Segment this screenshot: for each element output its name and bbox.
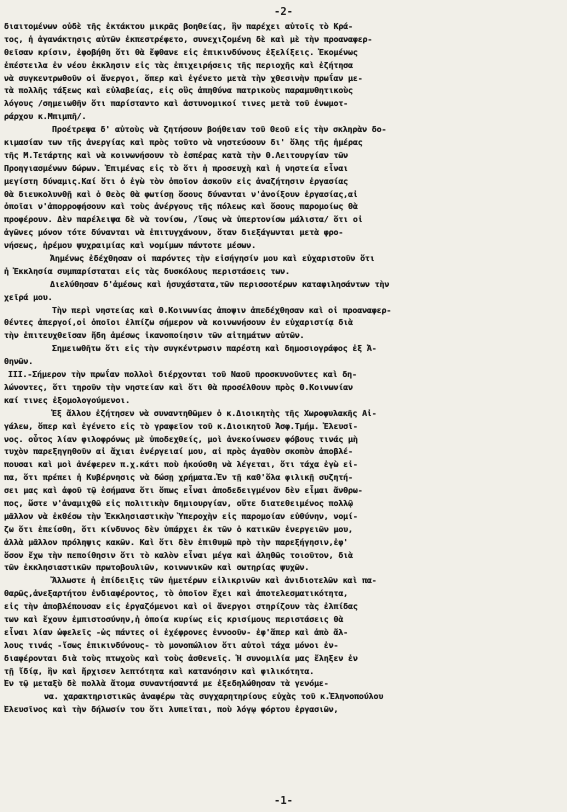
text-line: πουσαι καὶ μοὶ ἀνέφερεν π.χ.κάτι ποὺ ἠκούσθη νὰ λέγεται, ὅτι τάχα ἐγὼ εἰ- bbox=[4, 459, 358, 470]
text-line: τὴν ἐπιτευχθεῖσαν ἤδη ἀμέσως ἱκανοποίησιν τῶν αἰτημάτων αὐτῶν. bbox=[4, 330, 305, 341]
text-line: θὰ διευκολυνθῇ καὶ ὁ Θεὸς θὰ φωτίσῃ ὅσους δύνανται ν'ἀνοίξουν ἐργασίας,αἱ bbox=[4, 188, 358, 199]
text-line: νὰ συγκεντρωθοῦν οἱ ἄνεργοι, ὅπερ καὶ ἐγένετο μετὰ τὴν χθεσινὴν πρωΐαν με- bbox=[4, 72, 363, 83]
text-line: τος, ἡ ἀγανάκτησις αὐτῶν ἐκπεστρέφετο, συνεχιζομένη δὲ καὶ μὲ τὴν προαναφερ- bbox=[4, 33, 373, 44]
text-line: ὅσον ἔχω τὴν πεποίθησιν ὅτι τὸ καλὸν εἶναι μέγα καὶ ἀληθῶς τοιοῦτον, διὰ bbox=[4, 549, 353, 560]
text-line: λους τινάς -ἴσως ἐπικινδύνους- τὸ μονοπώλιον ὅτι αὐτοὶ τάχα μόνοι ἐν- bbox=[4, 639, 339, 650]
text-line: πος, ὥστε ν'ἀναμιχθῶ εἰς πολιτικὴν δημιουργίαν, οὔτε διατεθειμένος πολλῷ bbox=[4, 497, 353, 508]
text-line: μᾶλλον νὰ ἐκθέσω τὴν Ἐκκλησιαστικὴν Ὑπεροχὴν εἰς παρομοίαν εὐθύνην, νομί- bbox=[4, 510, 358, 521]
text-line: εἰς τὴν ἀποβλέπουσαν εἰς ἐργαζόμενοι καὶ οἱ ἄνεργοι στηρίζουν τὰς ἐλπίδας bbox=[4, 601, 358, 612]
text-line: διαφέρονται διὰ τοὺς πτωχοὺς καὶ τοὺς ἀσθενεῖς. Ἡ συνομιλία μας ἔληξεν ἐν bbox=[4, 652, 358, 663]
text-line: νος. οὗτος λίαν φιλοφρόνως μὲ ὑποδεχθείς, μοὶ ἀνεκοίνωσεν φόβους τινάς μὴ bbox=[4, 433, 358, 444]
text-line: θέντες ἀπεργοί,οἱ ὁποῖοι ἐλπίζω σήμερον νὰ κοινωνήσουν ἐν εὐχαριστίᾳ διὰ bbox=[4, 317, 353, 328]
text-line: Ἄλλωστε ἡ ἐπίδειξις τῶν ἡμετέρων εἰλικρινῶν καὶ ἀνιδιοτελῶν καὶ πα- bbox=[52, 575, 377, 586]
text-line: ζω ὅτι ἐπείσθη, ὅτι κίνδυνος δὲν ὑπάρχει ἐκ τῶν ὁ κατικῶν ἐνεργειῶν μου, bbox=[4, 523, 353, 534]
page-number-bottom: -1- bbox=[274, 795, 293, 807]
text-line: τῇ ἴδίᾳ, ἣν καὶ ἤρχισεν λεπτότητα καὶ κατανόησιν καὶ φιλικότητα. bbox=[4, 665, 315, 676]
text-line: θαρῶς,ἀνεξαρτήτου ἐνδιαφέροντος, τὸ ὁποῖον ἔχει καὶ ἀποτελεσματικότητα, bbox=[4, 588, 349, 599]
text-line: Ἀημένως ἐδέχθησαν οἱ παρόντες τὴν εἰσήγησίν μου καὶ εὐχαριστοῦν ὅτι bbox=[50, 253, 375, 264]
text-line: τῶν ἐκκλησιαστικῶν πρωτοβουλιῶν, κοινωνικῶν καὶ σωτηρίας ψυχῶν. bbox=[4, 562, 310, 573]
text-line: εἶναι λίαν ὠφελεῖς -ὡς πάντες οἱ ἐχέφρονες ἐννοοῦν- ἐφ'ἅπερ καὶ ἀπὸ ἄλ- bbox=[4, 626, 349, 637]
text-line: λώνοντες, ὅτι τηροῦν τὴν νηστείαν καὶ ὅτι θὰ προσέλθουν πρὸς Θ.Κοινωνίαν bbox=[4, 381, 353, 392]
text-line: τῆς Μ.Τετάρτης καὶ νὰ κοινωνήσουν τὸ ἑσπέρας κατὰ τὴν Θ.Λειτουργίαν τῶν bbox=[4, 149, 349, 160]
text-line: μεγίστη δύναμις.Καί ὅτι ὁ ἐγὼ τὸν ὁποῖον ἀσκοῦν εἰς ἀναζήτησιν ἐργασίας bbox=[4, 175, 349, 186]
text-line: τυχὸν παρεξηγηθοῦν αἱ ἄχιαι ἐνέργειαί μου, αἱ πρὸς ἀγαθὸν σκοπὸν ἀποβλέ- bbox=[4, 446, 353, 457]
text-line: διαιτομένων οὐδὲ τῆς ἐκτάκτου μικρᾶς βοηθείας, ἣν παρέχει αὐτοῖς τὸ Κρά- bbox=[4, 21, 353, 31]
text-line: χεῖρά μου. bbox=[4, 291, 53, 302]
text-line: Ἐξ ἄλλου ἐζήτησεν νὰ συναντηθῶμεν ὁ κ.Διοικητὴς τῆς Χωροφυλακῆς Αἰ- bbox=[52, 407, 377, 418]
text-line: προφέρουν. Δὲν παρέλειψα δὲ νὰ τονίσω, /ἴσως νὰ ὑπερτονίσω μάλιστα/ ὅτι οἱ bbox=[4, 214, 363, 225]
text-line: καί τινες ἐξομολογούμενοι. bbox=[4, 394, 130, 405]
text-line: ἀγῶνες μόνον τότε δύνανται νὰ ἐπιτυγχάνουν, ὅταν διεξάγωνται μετὰ φρο- bbox=[4, 227, 344, 238]
text-line: Ἐλευσῖνος καὶ τὴν δήλωσίν του ὅτι λυπεῖται, ποὺ λόγῳ φόρτου ἐργασιῶν, bbox=[4, 704, 339, 715]
text-line: γάλεω, ὅπερ καὶ ἐγένετο εἰς τὸ γραφεῖον τοῦ κ.Διοικητοῦ Ἀσφ.Τμήμ. Ἐλευσῖ- bbox=[4, 420, 358, 431]
text-line: τὰ πολλῆς τάξεως καὶ εὐλαβείας, εἰς οὓς ἀπηθύνα πατρικοὺς παραμυθητικοὺς bbox=[4, 85, 353, 96]
text-line: Ἐν τῷ μεταξὺ δὲ πολλὰ ἄτομα συναντήσαντά με ἐξεδηλώθησαν τὰ γενόμε- bbox=[4, 678, 329, 689]
text-line: Προηγιασμένων δώρων. Ἐπιμένας εἰς τὸ ὅτι ἡ προσευχὴ καὶ ἡ νηστεία εἶναι bbox=[4, 162, 349, 173]
text-line: Διελύθησαν δ'ἀμέσως καὶ ἡσυχάστατα,τῶν περισσοτέρων καταφιλησάντων τὴν bbox=[50, 278, 390, 289]
text-line: να. χαρακτηριστικῶς ἀναφέρω τὰς συγχαρητηρίους εὐχὰς τοῦ κ.Ἐληνοπούλου bbox=[44, 691, 384, 702]
text-line: ΙΙΙ.-Σήμερον τὴν πρωΐαν πολλοὶ διέρχονται τοῦ Ναοῦ προσκυνοῦντες καὶ δη- bbox=[8, 369, 357, 380]
text-line: κιμασίαν των τῆς ἀνεργίας καὶ πρὸς τοῦτο νὰ νηστεύσουν δι' ὅλης τῆς ἡμέρας bbox=[4, 137, 363, 148]
document-body bbox=[4, 20, 562, 716]
text-line: σει μας καὶ ἀφοῦ τῷ ἐσήμανα ὅτι ὅπως εἶναι ἀποδεδειγμένον δὲν εἶμαι ἄνθρω- bbox=[4, 485, 363, 496]
text-line: των καὶ ἔχουν ἐμπιστοσύνην,ἡ ὁποία κυρίως εἰς κρισίμους περιστάσεις θὰ bbox=[4, 613, 344, 624]
text-line: ἐπέστειλα ἐν νέου ἐκκλησιν εἰς τὰς ἐπιχειρήσεις τῆς περιοχῆς καὶ ἐζήτησα bbox=[4, 59, 353, 70]
text-line: νήσεως, ἠρέμου ψυχραιμίας καὶ νομίμων πάντοτε μέσων. bbox=[4, 240, 256, 251]
text-line: λόγους /σημειωθῆν ὅτι παρίσταντο καὶ ἀστυνομικοί τινες μετὰ τοῦ ἐνωμοτ- bbox=[4, 98, 349, 109]
text-line: θηνῶν. bbox=[4, 356, 34, 367]
text-line: πα, ὅτι πρέπει ἡ Κυβέρνησις νὰ δώσῃ χρήματα.Ἐν τῇ καθ'ὅλα φιλικῇ συζητή- bbox=[4, 472, 353, 483]
text-line: θεῖσαν κρίσιν, ἐφοβήθη ὅτι θὰ ἔφθανε εἰς ἐπικινδύνους ἐξελίξεις. Ἐκομένως bbox=[4, 46, 358, 57]
text-line: Προέτρεψα δ' αὐτοὺς νὰ ζητήσουν βοήθειαν τοῦ Θεοῦ εἰς τὴν σκληρὰν δο- bbox=[52, 124, 387, 135]
text-line: ὁποῖαι ν'ἀπορροφήσουν καὶ τοὺς ἀνέργους τῆς πόλεως καὶ ὅσους παρομοίως θὰ bbox=[4, 201, 358, 212]
text-line: ράρχου κ.Μπιμπῆ/. bbox=[4, 111, 87, 122]
page-number-top: -2- bbox=[274, 6, 293, 18]
text-line: ἡ Ἐκκλησία συμπαρίσταται εἰς τὰς δυσκόλους περιστάσεις των. bbox=[4, 265, 290, 276]
text-line: ἀλλὰ μᾶλλον πρόληψις κακῶν. Καὶ ὅτι δὲν ἐπιθυμῶ πρὸ τὴν παρεξήγησιν,ἐφ' bbox=[4, 536, 349, 547]
text-line: Σημειωθῆτω ὅτι εἰς τὴν συγκέντρωσιν παρέστη καὶ δημοσιογράφος ἐξ Ἀ- bbox=[52, 343, 377, 354]
text-line: Τὴν περὶ νηστείας καὶ Θ.Κοινωνίας ἀποψιν ἀπεδέχθησαν καὶ οἱ προαναφερ- bbox=[52, 304, 392, 315]
